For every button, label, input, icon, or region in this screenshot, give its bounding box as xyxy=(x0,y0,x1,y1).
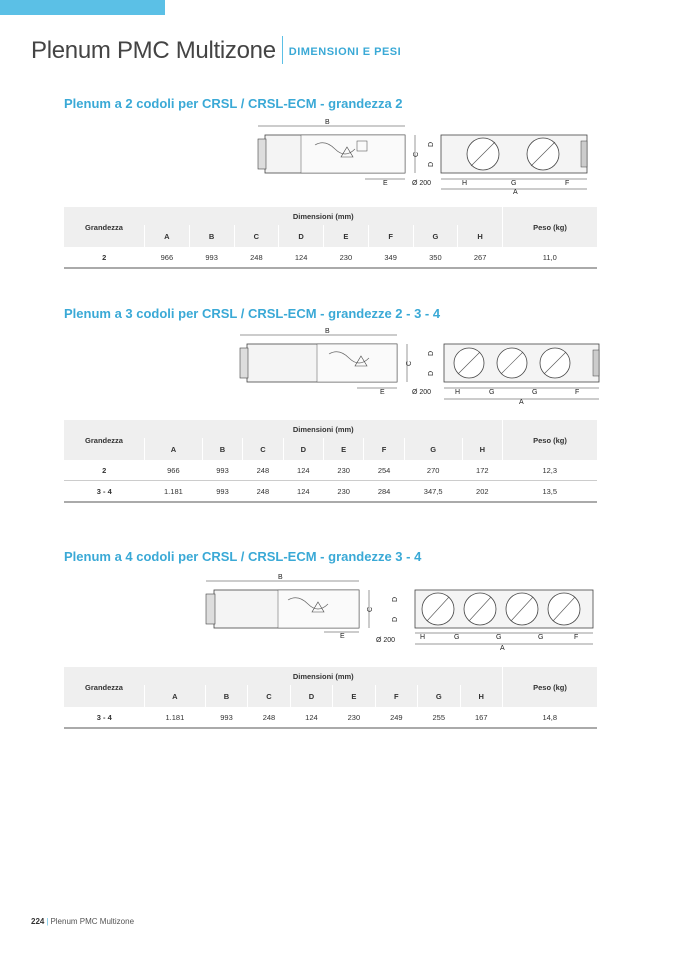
top-accent-bar xyxy=(0,0,165,15)
dim-label-h: H xyxy=(420,634,426,641)
col-f: F xyxy=(375,685,417,707)
dim-label-b: B xyxy=(278,574,283,581)
dim-label-d2: D xyxy=(428,370,435,376)
col-h: H xyxy=(460,685,503,707)
dim-label-f: F xyxy=(574,634,579,641)
col-dimensioni: Dimensioni (mm) xyxy=(145,207,503,225)
col-b: B xyxy=(189,225,234,247)
col-d: D xyxy=(283,438,323,460)
dim-label-d1: D xyxy=(428,350,435,356)
dim-label-c: C xyxy=(367,606,374,612)
col-c: C xyxy=(234,225,279,247)
col-a: A xyxy=(145,438,203,460)
col-peso: Peso (kg) xyxy=(503,420,598,460)
diagram-2-codoli xyxy=(255,117,600,195)
col-c: C xyxy=(243,438,283,460)
diagram-4-codoli xyxy=(202,570,597,652)
dim-label-e: E xyxy=(380,389,385,396)
col-peso: Peso (kg) xyxy=(503,207,598,247)
dim-label-g1: G xyxy=(489,389,495,396)
table-4-codoli xyxy=(64,667,597,729)
col-f: F xyxy=(368,225,413,247)
dim-label-a: A xyxy=(519,399,524,406)
dim-label-g2: G xyxy=(496,634,502,641)
col-b: B xyxy=(202,438,242,460)
dim-label-g: G xyxy=(511,180,517,187)
table-row: 2 966 993 248 124 230 349 350 267 11,0 xyxy=(64,247,597,268)
dim-label-g3: G xyxy=(538,634,544,641)
dim-label-a: A xyxy=(500,645,505,652)
dim-label-d1: D xyxy=(392,596,399,602)
col-d: D xyxy=(290,685,332,707)
col-a: A xyxy=(145,225,190,247)
dim-label-g2: G xyxy=(532,389,538,396)
page-number: 224 xyxy=(31,917,45,926)
dim-label-h: H xyxy=(455,389,461,396)
col-h: H xyxy=(462,438,502,460)
title-separator xyxy=(282,36,283,64)
dim-label-diameter: Ø 200 xyxy=(412,389,432,396)
section-title: Plenum a 2 codoli per CRSL / CRSL-ECM - grandezza 2 xyxy=(64,96,403,111)
dim-label-f: F xyxy=(575,389,580,396)
dim-label-a: A xyxy=(513,189,518,195)
table-row: 2 966 993 248 124 230 254 270 172 12,3 xyxy=(64,460,597,481)
footer-separator: | xyxy=(46,917,49,926)
section-3-codoli xyxy=(64,306,597,321)
section-2-codoli xyxy=(64,96,597,111)
section-title: Plenum a 3 codoli per CRSL / CRSL-ECM - grandezze 2 - 3 - 4 xyxy=(64,306,441,321)
col-grandezza: Grandezza xyxy=(64,420,145,460)
dim-label-f: F xyxy=(565,180,570,187)
page-footer xyxy=(31,917,134,926)
col-g: G xyxy=(404,438,462,460)
dim-label-h: H xyxy=(462,180,468,187)
col-peso: Peso (kg) xyxy=(503,667,598,707)
dim-label-d2: D xyxy=(428,161,435,167)
col-grandezza: Grandezza xyxy=(64,207,145,247)
col-b: B xyxy=(205,685,247,707)
page-subtitle: DIMENSIONI E PESI xyxy=(288,46,402,58)
col-dimensioni: Dimensioni (mm) xyxy=(145,667,503,685)
dim-label-e: E xyxy=(383,180,388,187)
col-grandezza: Grandezza xyxy=(64,667,145,707)
table-2-codoli xyxy=(64,207,597,269)
dim-label-b: B xyxy=(325,328,330,335)
col-g: G xyxy=(413,225,458,247)
dim-label-c: C xyxy=(413,151,420,157)
section-4-codoli xyxy=(64,549,597,564)
col-c: C xyxy=(248,685,290,707)
page-header xyxy=(31,36,401,65)
dim-label-b: B xyxy=(325,119,330,126)
col-e: E xyxy=(323,438,363,460)
col-g: G xyxy=(418,685,460,707)
table-row: 3 - 4 1.181 993 248 124 230 284 347,5 202 13,5 xyxy=(64,481,597,503)
col-a: A xyxy=(145,685,206,707)
col-f: F xyxy=(364,438,404,460)
dim-label-diameter: Ø 200 xyxy=(376,637,396,644)
col-d: D xyxy=(279,225,324,247)
col-e: E xyxy=(324,225,369,247)
table-row: 3 - 4 1.181 993 248 124 230 249 255 167 14,8 xyxy=(64,707,597,728)
footer-text: Plenum PMC Multizone xyxy=(50,917,135,926)
section-title: Plenum a 4 codoli per CRSL / CRSL-ECM - grandezze 3 - 4 xyxy=(64,549,422,564)
dim-label-diameter: Ø 200 xyxy=(412,180,432,187)
dim-label-e: E xyxy=(340,633,345,640)
dim-label-d1: D xyxy=(428,141,435,147)
dim-label-g1: G xyxy=(454,634,460,641)
col-e: E xyxy=(333,685,375,707)
diagram-3-codoli xyxy=(237,326,607,406)
col-h: H xyxy=(458,225,503,247)
col-dimensioni: Dimensioni (mm) xyxy=(145,420,503,438)
dim-label-c: C xyxy=(406,360,413,366)
dim-label-d2: D xyxy=(392,616,399,622)
page-title: Plenum PMC Multizone xyxy=(31,37,276,64)
table-3-codoli xyxy=(64,420,597,503)
